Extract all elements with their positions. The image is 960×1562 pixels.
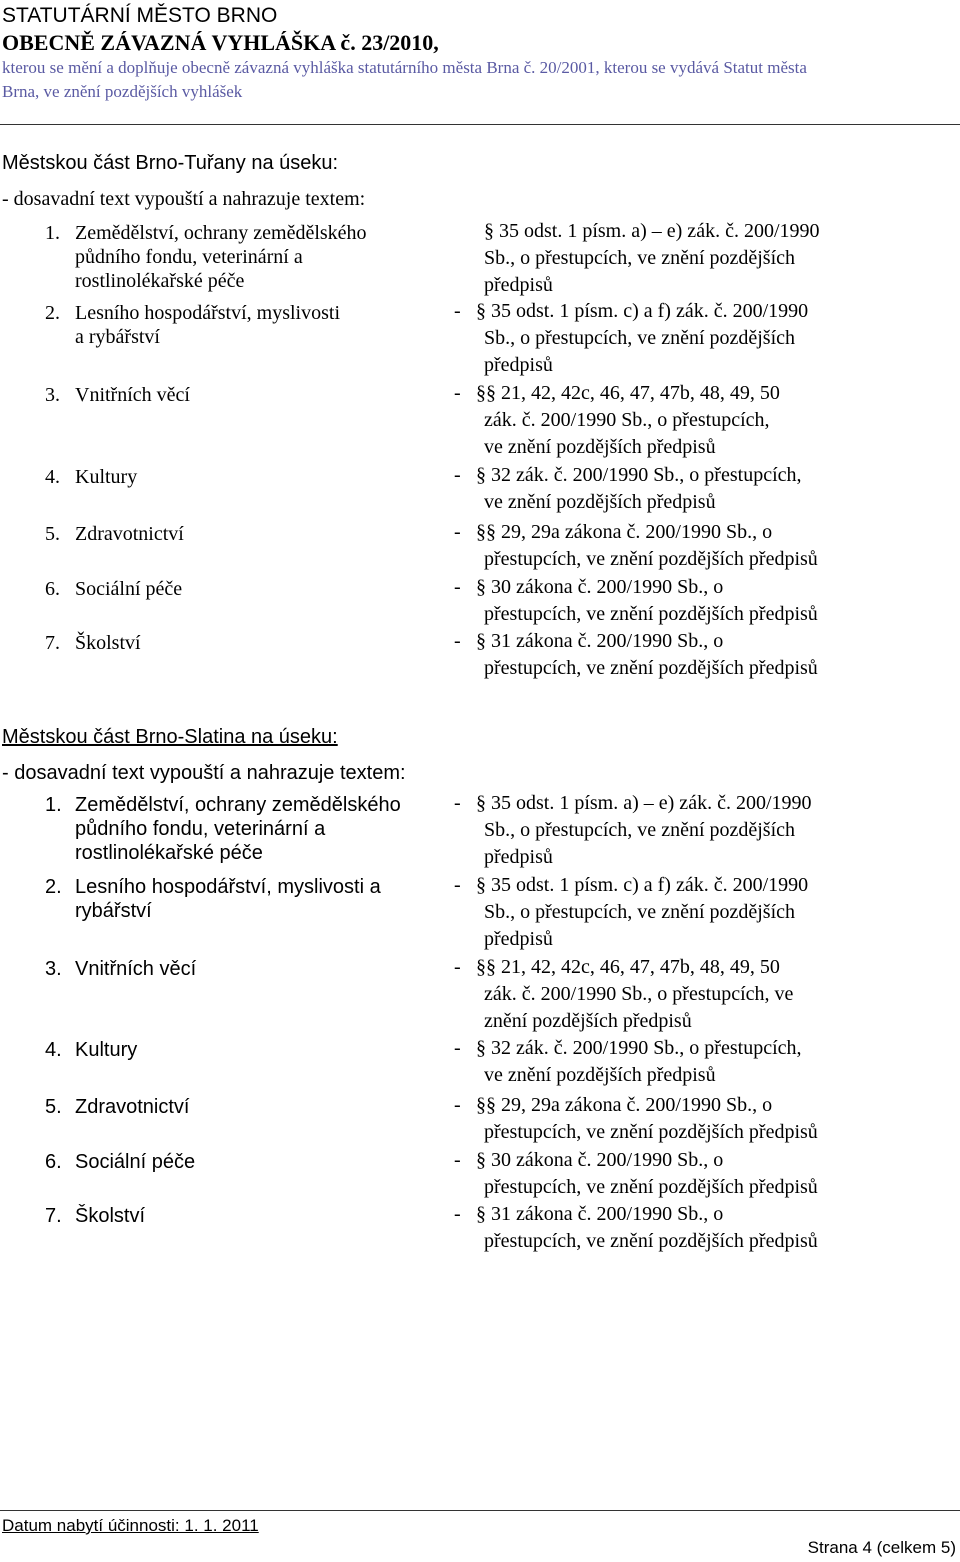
- item-label: [45, 301, 445, 349]
- item-dash: -: [454, 1037, 461, 1059]
- legal-reference: [454, 574, 954, 628]
- legal-reference-line: § 31 zákona č. 200/1990 Sb., o: [476, 1203, 724, 1225]
- item-label-line: Školství: [75, 1205, 146, 1227]
- legal-reference-line: § 32 zák. č. 200/1990 Sb., o přestupcích,: [476, 464, 802, 486]
- item-label-line: Kultury: [75, 1039, 138, 1061]
- legal-reference: [454, 954, 954, 1035]
- item-label-line: rostlinolékařské péče: [75, 842, 263, 864]
- item-dash: -: [454, 1094, 461, 1116]
- item-label: [45, 631, 445, 655]
- legal-reference-line: § 32 zák. č. 200/1990 Sb., o přestupcích,: [476, 1037, 802, 1059]
- item-label: [45, 793, 445, 865]
- item-label-line: a rybářství: [75, 326, 160, 348]
- legal-reference-line: předpisů: [484, 846, 553, 868]
- item-label-line: Zemědělství, ochrany zemědělského: [75, 794, 401, 816]
- footer-divider: [0, 1510, 960, 1511]
- item-dash: -: [454, 464, 461, 486]
- regulation-title: OBECNĚ ZÁVAZNÁ VYHLÁŠKA č. 23/2010,: [2, 30, 439, 55]
- legal-reference-line: ve znění pozdějších předpisů: [484, 1064, 716, 1086]
- item-label-line: Zdravotnictví: [75, 523, 184, 545]
- item-dash: -: [454, 874, 461, 896]
- effective-date: Datum nabytí účinnosti: 1. 1. 2011: [2, 1516, 259, 1535]
- legal-reference-line: §§ 21, 42, 42c, 46, 47, 47b, 48, 49, 50: [476, 382, 780, 404]
- legal-reference-line: znění pozdějších předpisů: [484, 1010, 692, 1032]
- legal-reference-line: § 35 odst. 1 písm. a) – e) zák. č. 200/1990: [484, 220, 820, 242]
- legal-reference-line: § 35 odst. 1 písm. c) a f) zák. č. 200/1990: [476, 300, 809, 322]
- item-number: 4.: [45, 1039, 62, 1061]
- item-dash: -: [454, 300, 461, 322]
- legal-reference-line: předpisů: [484, 354, 553, 376]
- legal-reference-line: zák. č. 200/1990 Sb., o přestupcích, ve: [484, 983, 794, 1005]
- section-title-turany: Městskou část Brno-Tuřany na úseku:: [2, 152, 339, 174]
- item-label: [45, 1204, 445, 1228]
- legal-reference: [454, 628, 954, 682]
- item-number: 5.: [45, 523, 60, 545]
- item-label-line: Sociální péče: [75, 1151, 196, 1173]
- legal-reference: [454, 1092, 954, 1146]
- item-label-line: Zdravotnictví: [75, 1096, 190, 1118]
- item-label: [45, 957, 445, 981]
- item-number: 6.: [45, 1151, 62, 1173]
- legal-reference: [454, 298, 954, 379]
- item-label-line: Vnitřních věcí: [75, 384, 190, 406]
- legal-reference-line: § 31 zákona č. 200/1990 Sb., o: [476, 630, 724, 652]
- legal-reference-line: ve znění pozdějších předpisů: [484, 491, 716, 513]
- item-label: [45, 1095, 445, 1119]
- item-number: 6.: [45, 578, 60, 600]
- item-number: 1.: [45, 222, 60, 244]
- legal-reference-line: přestupcích, ve znění pozdějších předpisů: [484, 1230, 818, 1252]
- legal-reference-line: Sb., o přestupcích, ve znění pozdějších: [484, 819, 796, 841]
- legal-reference-line: přestupcích, ve znění pozdějších předpisů: [484, 1121, 818, 1143]
- legal-reference-line: § 35 odst. 1 písm. a) – e) zák. č. 200/1990: [476, 792, 812, 814]
- item-dash: -: [454, 382, 461, 404]
- legal-reference-line: § 35 odst. 1 písm. c) a f) zák. č. 200/1990: [476, 874, 809, 896]
- legal-reference-line: ve znění pozdějších předpisů: [484, 436, 716, 458]
- item-label-line: Lesního hospodářství, myslivosti: [75, 302, 340, 324]
- item-label-line: půdního fondu, veterinární a: [75, 818, 326, 840]
- item-label: [45, 522, 445, 546]
- item-number: 2.: [45, 302, 60, 324]
- item-number: 5.: [45, 1096, 62, 1118]
- page-number: Strana 4 (celkem 5): [807, 1538, 956, 1557]
- item-label-line: půdního fondu, veterinární a: [75, 246, 303, 268]
- legal-reference-line: přestupcích, ve znění pozdějších předpisů: [484, 1176, 818, 1198]
- legal-reference: [454, 1201, 954, 1255]
- legal-reference-line: §§ 21, 42, 42c, 46, 47, 47b, 48, 49, 50: [476, 956, 780, 978]
- city-name: STATUTÁRNÍ MĚSTO BRNO: [2, 4, 278, 27]
- item-label: [45, 875, 445, 923]
- item-label-line: Kultury: [75, 466, 138, 488]
- item-dash: -: [454, 1149, 461, 1171]
- legal-reference: [454, 519, 954, 573]
- legal-reference-line: předpisů: [484, 274, 553, 296]
- legal-reference-line: přestupcích, ve znění pozdějších předpisů: [484, 548, 818, 570]
- item-dash: -: [454, 956, 461, 978]
- item-dash: -: [454, 1203, 461, 1225]
- item-label: [45, 383, 445, 407]
- item-label: [45, 221, 445, 293]
- legal-reference-line: předpisů: [484, 928, 553, 950]
- item-label: [45, 1038, 445, 1062]
- legal-reference-line: § 30 zákona č. 200/1990 Sb., o: [476, 576, 724, 598]
- item-label: [45, 1150, 445, 1174]
- legal-reference: [454, 1147, 954, 1201]
- item-label-line: Lesního hospodářství, myslivosti a: [75, 876, 381, 898]
- legal-reference: [454, 790, 954, 871]
- header-divider: [0, 124, 960, 125]
- legal-reference-line: přestupcích, ve znění pozdějších předpisů: [484, 603, 818, 625]
- legal-reference: [454, 1035, 954, 1089]
- section-note-slatina: - dosavadní text vypouští a nahrazuje textem:: [2, 762, 406, 784]
- section-title-slatina: Městskou část Brno-Slatina na úseku:: [2, 726, 338, 748]
- item-number: 1.: [45, 794, 62, 816]
- item-number: 7.: [45, 632, 60, 654]
- item-dash: -: [454, 630, 461, 652]
- regulation-subtitle-line2: Brna, ve znění pozdějších vyhlášek: [2, 82, 243, 101]
- legal-reference-line: §§ 29, 29a zákona č. 200/1990 Sb., o: [476, 521, 773, 543]
- item-number: 3.: [45, 384, 60, 406]
- item-label-line: rybářství: [75, 900, 152, 922]
- legal-reference: [454, 218, 954, 299]
- regulation-subtitle-line1: kterou se mění a doplňuje obecně závazná vyhláška statutárního města Brna č. 20/2001, kterou se vydává Statut města: [2, 58, 807, 77]
- legal-reference-line: §§ 29, 29a zákona č. 200/1990 Sb., o: [476, 1094, 773, 1116]
- item-number: 4.: [45, 466, 60, 488]
- item-label-line: Zemědělství, ochrany zemědělského: [75, 222, 367, 244]
- legal-reference-line: Sb., o přestupcích, ve znění pozdějších: [484, 247, 796, 269]
- item-label-line: Vnitřních věcí: [75, 958, 197, 980]
- legal-reference-line: zák. č. 200/1990 Sb., o přestupcích,: [484, 409, 770, 431]
- item-dash: -: [454, 521, 461, 543]
- item-number: 7.: [45, 1205, 62, 1227]
- item-number: 2.: [45, 876, 62, 898]
- legal-reference-line: přestupcích, ve znění pozdějších předpisů: [484, 657, 818, 679]
- item-label: [45, 577, 445, 601]
- item-label-line: rostlinolékařské péče: [75, 270, 245, 292]
- legal-reference-line: Sb., o přestupcích, ve znění pozdějších: [484, 901, 796, 923]
- legal-reference-line: § 30 zákona č. 200/1990 Sb., o: [476, 1149, 724, 1171]
- item-label-line: Školství: [75, 632, 141, 654]
- item-dash: -: [454, 792, 461, 814]
- section-note-turany: - dosavadní text vypouští a nahrazuje textem:: [2, 188, 366, 210]
- legal-reference: [454, 462, 954, 516]
- item-label-line: Sociální péče: [75, 578, 183, 600]
- item-number: 3.: [45, 958, 62, 980]
- legal-reference-line: Sb., o přestupcích, ve znění pozdějších: [484, 327, 796, 349]
- legal-reference: [454, 380, 954, 461]
- item-label: [45, 465, 445, 489]
- legal-reference: [454, 872, 954, 953]
- item-dash: -: [454, 576, 461, 598]
